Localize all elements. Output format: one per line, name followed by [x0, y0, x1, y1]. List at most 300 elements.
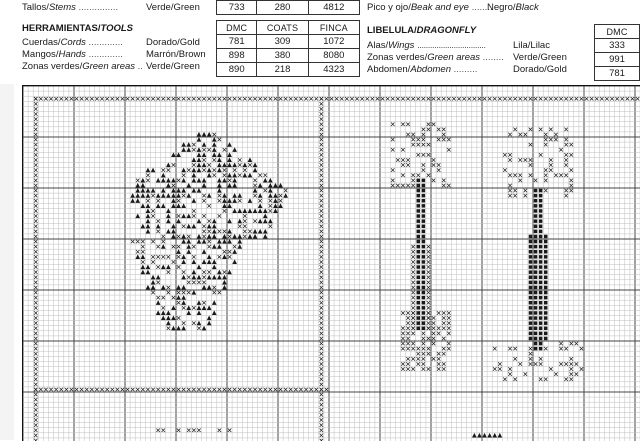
stitch-mark	[320, 357, 324, 361]
stitch-mark	[320, 204, 324, 208]
stitch-mark	[452, 97, 456, 101]
stitch-mark	[437, 311, 441, 315]
stitch-mark	[549, 138, 553, 142]
stitch-mark	[177, 316, 181, 320]
cords-dots: .............	[88, 37, 123, 48]
stitch-mark	[437, 362, 441, 366]
stitch-mark	[391, 184, 395, 188]
stitch-mark	[631, 97, 635, 101]
stitch-mark	[202, 225, 206, 229]
stitch-mark	[289, 97, 293, 101]
stitch-mark	[422, 342, 426, 346]
stitch-mark	[427, 281, 431, 285]
stitch-mark	[243, 97, 247, 101]
stitch-mark	[279, 204, 283, 208]
stitch-mark	[213, 235, 217, 239]
stitch-mark	[243, 168, 247, 172]
stitch-fill	[422, 255, 426, 259]
stitch-mark	[508, 372, 512, 376]
stitch-mark	[197, 429, 201, 433]
stitch-mark	[192, 199, 196, 203]
stitch-mark	[519, 174, 523, 178]
stitch-fill	[422, 204, 426, 208]
beak-color-en: Black	[515, 2, 539, 13]
stitch-mark	[238, 235, 242, 239]
stitch-fill	[417, 281, 421, 285]
stitch-mark	[411, 301, 415, 305]
stitch-mark	[187, 225, 191, 229]
stitch-mark	[513, 378, 517, 382]
stitch-fill	[417, 209, 421, 213]
stitch-mark	[422, 332, 426, 336]
stitch-mark	[233, 194, 237, 198]
stitch-mark	[167, 286, 171, 290]
stitch-mark	[559, 342, 563, 346]
stitch-mark	[243, 388, 247, 392]
stitch-fill	[529, 296, 533, 300]
stitch-mark	[264, 235, 268, 239]
stitch-mark	[223, 148, 227, 152]
stitch-mark	[177, 255, 181, 259]
stitch-fill	[417, 286, 421, 290]
stitch-mark	[151, 286, 155, 290]
stitch-mark	[473, 97, 477, 101]
stitch-mark	[233, 388, 237, 392]
stitch-mark	[182, 168, 186, 172]
stitch-mark	[320, 107, 324, 111]
stitch-mark	[213, 153, 217, 157]
stitch-mark	[243, 225, 247, 229]
stitch-mark	[136, 194, 140, 198]
stitch-mark	[508, 174, 512, 178]
stitch-mark	[315, 388, 319, 392]
stitch-mark	[508, 158, 512, 162]
stitch-mark	[508, 347, 512, 351]
stitch-mark	[320, 230, 324, 234]
stitch-mark	[233, 184, 237, 188]
stitch-mark	[396, 184, 400, 188]
stitch-mark	[177, 265, 181, 269]
stitch-mark	[141, 255, 145, 259]
stitch-fill	[544, 250, 548, 254]
stitch-mark	[151, 388, 155, 392]
stitch-mark	[141, 184, 145, 188]
stitch-mark	[422, 362, 426, 366]
stitch-mark	[513, 174, 517, 178]
stitch-mark	[197, 179, 201, 183]
stitch-mark	[258, 199, 262, 203]
stitch-mark	[177, 327, 181, 331]
stitch-mark	[34, 214, 38, 218]
stitch-mark	[202, 240, 206, 244]
stitch-mark	[411, 291, 415, 295]
stitch-mark	[554, 138, 558, 142]
stitch-mark	[34, 408, 38, 412]
stitch-mark	[228, 153, 232, 157]
cords-dmc: 781	[217, 35, 257, 49]
stitch-mark	[146, 199, 150, 203]
stitch-mark	[228, 230, 232, 234]
stitch-mark	[427, 123, 431, 127]
stitch-mark	[564, 128, 568, 132]
stitch-fill	[417, 179, 421, 183]
stitch-mark	[197, 168, 201, 172]
stitch-mark	[207, 148, 211, 152]
stitch-mark	[330, 97, 334, 101]
stitch-mark	[192, 321, 196, 325]
stitch-mark	[218, 255, 222, 259]
stitch-mark	[427, 296, 431, 300]
stitch-mark	[325, 388, 329, 392]
stitch-mark	[401, 184, 405, 188]
stitch-fill	[422, 276, 426, 280]
stitch-mark	[156, 301, 160, 305]
stitch-mark	[197, 153, 201, 157]
stitch-mark	[427, 97, 431, 101]
stitch-mark	[218, 230, 222, 234]
stitch-mark	[248, 163, 252, 167]
stitch-fill	[539, 316, 543, 320]
stitch-mark	[564, 153, 568, 157]
stitch-mark	[213, 138, 217, 142]
stitch-mark	[411, 306, 415, 310]
stitch-mark	[279, 97, 283, 101]
stitch-mark	[34, 102, 38, 106]
stitch-mark	[156, 225, 160, 229]
stitch-mark	[570, 357, 574, 361]
wings-label-en: Wings	[388, 40, 415, 51]
stitch-fill	[417, 270, 421, 274]
stitch-mark	[488, 97, 492, 101]
stitch-mark	[274, 184, 278, 188]
stitch-mark	[248, 97, 252, 101]
stitch-mark	[320, 388, 324, 392]
stitch-mark	[177, 97, 181, 101]
stitch-mark	[253, 189, 256, 193]
stitch-mark	[202, 327, 206, 331]
stitch-mark	[544, 97, 548, 101]
stitch-mark	[248, 388, 252, 392]
stitch-mark	[156, 194, 160, 198]
stitch-mark	[162, 168, 166, 172]
stitch-mark	[411, 143, 415, 147]
stitch-mark	[529, 97, 533, 101]
tools-col-coats: COATS	[257, 21, 308, 35]
stitch-mark	[564, 174, 568, 178]
dragonfly-col-dmc: DMC	[595, 25, 640, 39]
stitch-mark	[182, 327, 186, 331]
stitch-mark	[223, 230, 227, 234]
stitch-mark	[264, 179, 268, 183]
stitch-mark	[192, 225, 196, 229]
stitch-mark	[172, 179, 176, 183]
green-dots: ..	[137, 61, 143, 72]
stitch-mark	[570, 362, 574, 366]
stitch-mark	[151, 255, 155, 259]
stitch-mark	[233, 97, 237, 101]
stitch-mark	[213, 225, 217, 229]
stitch-mark	[182, 301, 186, 305]
stitch-mark	[396, 97, 400, 101]
stitch-mark	[218, 97, 222, 101]
stitch-fill	[417, 276, 421, 280]
stitch-mark	[218, 240, 222, 244]
stitch-mark	[437, 332, 441, 336]
stitch-mark	[544, 133, 548, 137]
cords-color: Dorado/Gold	[146, 37, 200, 48]
stitch-mark	[218, 388, 222, 392]
stitch-fill	[539, 199, 543, 203]
stitch-mark	[136, 199, 140, 203]
stitch-mark	[213, 245, 217, 249]
stitch-mark	[269, 179, 273, 183]
stitch-mark	[177, 204, 181, 208]
stitch-mark	[529, 352, 533, 356]
stitch-mark	[172, 260, 176, 264]
stitch-mark	[223, 97, 227, 101]
stitch-mark	[202, 199, 206, 203]
stitch-mark	[34, 347, 38, 351]
stitch-mark	[406, 158, 410, 162]
tools-header: HERRAMIENTAS/TOOLS	[22, 23, 134, 34]
stitch-mark	[131, 240, 135, 244]
stitch-mark	[575, 97, 579, 101]
stitch-mark	[320, 235, 324, 239]
stitch-mark	[172, 204, 176, 208]
stitch-mark	[432, 316, 436, 320]
beak-label-en: Beak and eye	[410, 2, 469, 13]
stitch-mark	[156, 255, 160, 259]
stitch-mark	[192, 245, 196, 249]
stitch-mark	[34, 342, 38, 346]
stitch-mark	[320, 342, 324, 346]
stitch-fill	[417, 194, 421, 198]
stitch-mark	[182, 286, 186, 290]
dragonfly-row-abdomen: Abdomen/Abdomen ......... Dorado/Gold	[367, 64, 567, 75]
dragonfly-header-es: LIBELULA	[367, 25, 414, 36]
stems-finca: 4812	[308, 1, 359, 15]
stitch-mark	[508, 97, 512, 101]
stitch-mark	[187, 311, 191, 315]
stitch-mark	[493, 434, 497, 438]
stitch-mark	[54, 97, 58, 101]
stitch-mark	[80, 97, 84, 101]
stitch-fill	[529, 327, 533, 331]
stems-label-en: Stems	[48, 2, 76, 13]
stitch-mark	[269, 388, 273, 392]
stitch-mark	[417, 153, 421, 157]
stitch-mark	[570, 97, 574, 101]
stitch-mark	[279, 184, 283, 188]
stitch-mark	[320, 434, 324, 438]
stitch-mark	[320, 383, 324, 387]
stitch-mark	[202, 194, 206, 198]
stitch-mark	[427, 316, 431, 320]
stitch-fill	[422, 260, 426, 264]
stitch-mark	[121, 388, 125, 392]
stitch-fill	[534, 199, 538, 203]
stitch-mark	[136, 184, 140, 188]
green-label-es: Zonas verdes	[22, 61, 80, 72]
stitch-mark	[197, 265, 201, 269]
stitch-mark	[202, 388, 206, 392]
stitch-mark	[151, 97, 155, 101]
stitch-mark	[564, 194, 568, 198]
stitch-mark	[437, 163, 441, 167]
stitch-mark	[172, 163, 176, 167]
stitch-fill	[422, 240, 426, 244]
stitch-mark	[417, 357, 421, 361]
stitch-mark	[233, 250, 237, 254]
stitch-mark	[621, 97, 625, 101]
stitch-mark	[309, 97, 313, 101]
stitch-fill	[539, 214, 543, 218]
stitch-mark	[213, 219, 217, 223]
stitch-mark	[202, 230, 206, 234]
stitch-mark	[269, 97, 273, 101]
stitch-fill	[539, 347, 543, 351]
stitch-mark	[141, 189, 145, 193]
stitch-mark	[162, 240, 166, 244]
stitch-mark	[182, 174, 186, 178]
stitch-fill	[417, 265, 421, 269]
stitch-mark	[264, 97, 268, 101]
stitch-mark	[411, 138, 415, 142]
stitch-mark	[34, 321, 38, 325]
stitch-mark	[34, 281, 38, 285]
stitch-mark	[570, 378, 574, 382]
stitch-fill	[422, 281, 426, 285]
stitch-fill	[544, 321, 548, 325]
stitch-mark	[238, 199, 242, 203]
stitch-mark	[539, 128, 543, 132]
stitch-fill	[422, 311, 426, 315]
stitch-mark	[493, 367, 497, 371]
stitch-mark	[177, 153, 181, 157]
stitch-mark	[151, 194, 155, 198]
stitch-fill	[539, 286, 543, 290]
stitch-mark	[427, 174, 431, 178]
stitch-fill	[422, 296, 426, 300]
stitch-mark	[177, 429, 181, 433]
stitch-mark	[207, 219, 211, 223]
stitch-mark	[524, 372, 528, 376]
stitch-mark	[182, 179, 186, 183]
stitch-mark	[34, 413, 38, 417]
stitch-mark	[213, 301, 217, 305]
stitch-mark	[182, 306, 186, 310]
stitch-mark	[253, 97, 256, 101]
stitch-mark	[202, 270, 206, 274]
stitch-mark	[570, 143, 574, 147]
stitch-mark	[564, 189, 568, 193]
stitch-fill	[544, 286, 548, 290]
stitch-mark	[167, 321, 171, 325]
stitch-mark	[213, 388, 217, 392]
stitch-mark	[422, 143, 426, 147]
stitch-mark	[243, 163, 247, 167]
stitch-mark	[427, 245, 431, 249]
stitch-mark	[202, 158, 206, 162]
stitch-fill	[417, 250, 421, 254]
stitch-mark	[90, 97, 94, 101]
stitch-mark	[442, 367, 446, 371]
stitch-mark	[238, 240, 242, 244]
stitch-mark	[437, 367, 441, 371]
stitch-mark	[223, 163, 227, 167]
stitch-mark	[320, 199, 324, 203]
stitch-mark	[320, 429, 324, 433]
stitch-mark	[396, 158, 400, 162]
stitch-mark	[197, 235, 201, 239]
stitch-mark	[218, 138, 222, 142]
stitch-mark	[141, 240, 145, 244]
stitch-mark	[197, 219, 201, 223]
green-dmc: 890	[217, 63, 257, 77]
stitch-mark	[284, 194, 288, 198]
stitch-mark	[391, 123, 395, 127]
stitch-mark	[549, 163, 553, 167]
stitch-mark	[156, 245, 160, 249]
stitch-mark	[508, 184, 512, 188]
stitch-mark	[401, 148, 405, 152]
stitch-mark	[570, 153, 574, 157]
stitch-mark	[54, 388, 58, 392]
stitch-mark	[146, 168, 150, 172]
stitch-mark	[167, 214, 171, 218]
stitch-mark	[34, 311, 38, 315]
stitch-mark	[202, 163, 206, 167]
stitch-fill	[534, 286, 538, 290]
stitch-mark	[146, 286, 150, 290]
stitch-mark	[605, 97, 609, 101]
stitch-mark	[167, 97, 171, 101]
stitch-fill	[534, 270, 538, 274]
stitch-mark	[269, 184, 273, 188]
stitch-mark	[162, 286, 166, 290]
stitch-mark	[177, 245, 181, 249]
stems-row: Tallos/Stems ............... Verde/Green	[22, 2, 200, 13]
stitch-mark	[498, 97, 502, 101]
stitch-fill	[417, 184, 421, 188]
stitch-mark	[223, 388, 227, 392]
stitch-fill	[539, 332, 543, 336]
stitch-mark	[187, 235, 191, 239]
stitch-fill	[422, 250, 426, 254]
stitch-mark	[376, 97, 380, 101]
stitch-mark	[95, 97, 99, 101]
stitch-fill	[534, 296, 538, 300]
stitch-mark	[34, 388, 38, 392]
stitch-mark	[442, 179, 446, 183]
stitch-fill	[534, 260, 538, 264]
stitch-fill	[539, 189, 543, 193]
stitch-mark	[432, 342, 436, 346]
stitch-mark	[437, 327, 441, 331]
stitch-mark	[508, 194, 512, 198]
stitch-fill	[422, 189, 426, 193]
stitch-mark	[95, 388, 99, 392]
stitch-mark	[411, 97, 415, 101]
stitch-mark	[422, 168, 426, 172]
stitch-mark	[207, 388, 211, 392]
stitch-mark	[100, 97, 104, 101]
stitch-mark	[253, 230, 256, 234]
stitch-mark	[544, 138, 548, 142]
stitch-mark	[141, 250, 145, 254]
stitch-fill	[417, 291, 421, 295]
stitch-mark	[192, 260, 196, 264]
